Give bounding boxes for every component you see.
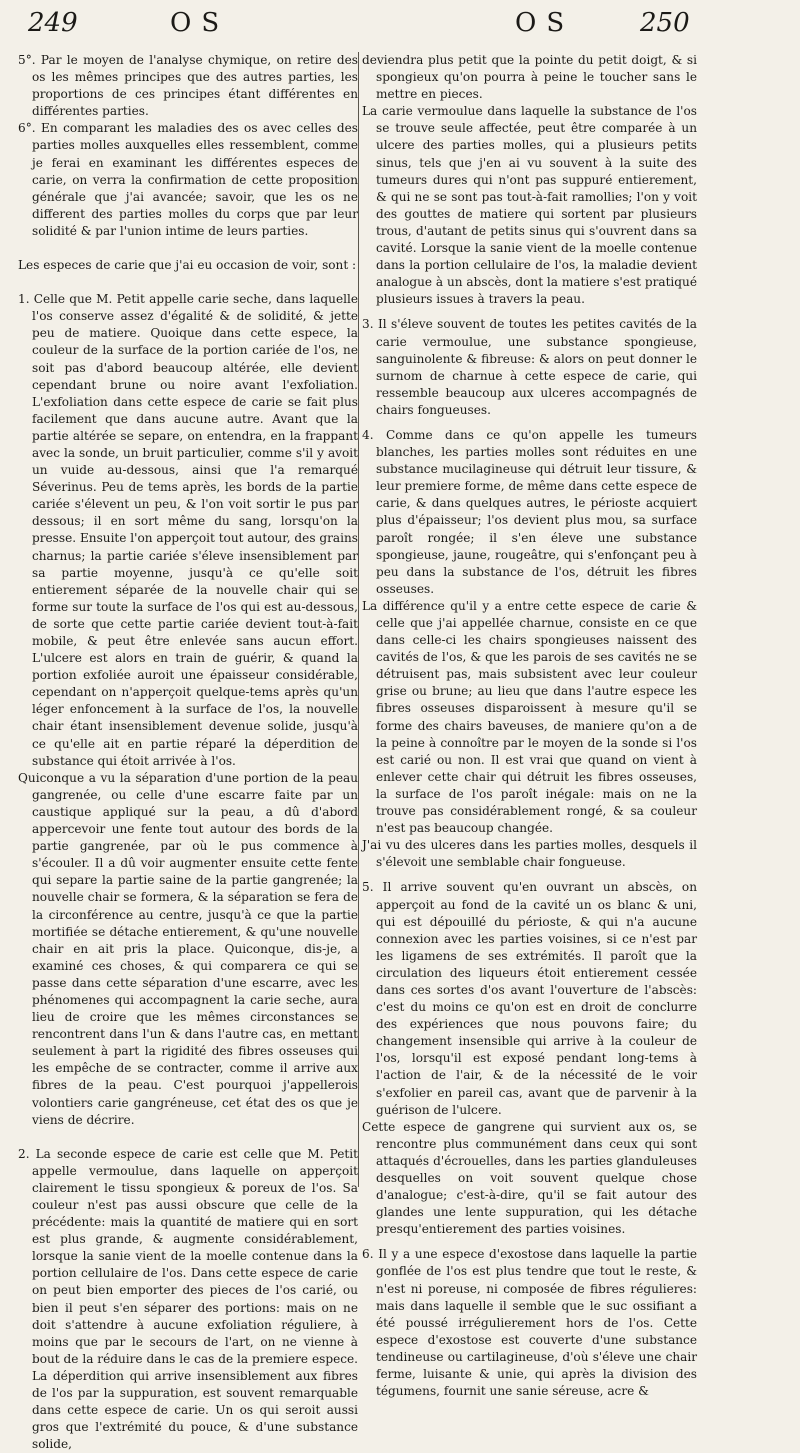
paragraph-6-exostosis: 6. Il y a une espece d'exostose dans laquelle la partie gonflée de l'os est plus tendre que tout le reste, & n'est ni poreuse, ni composée de fibres régulieres: mais dans laquelle il semble que le suc ossifiant a été poussé irrégulierement hors de l'os. Cette espece d'exostose est couverte d'une substance tendineuse ou cartilagineuse, d'où s'éleve une chair ferme, luisante & unie, qui après la division des tégumens, fournit une sanie séreuse, acre & xyxy=(362,1247,697,1399)
paragraph-6-bone-diseases: 6°. En comparant les maladies des os avec celles des parties molles auxquelles elles ressemblent, comme je ferai en examinant les différentes especes de carie, on verra la confirmation de cette proposition générale que j'ai avancée; savoir, que les os ne different des parties molles du corps que par leur solidité & par l'union intime de leurs parties. xyxy=(18,121,358,238)
column-divider xyxy=(358,52,359,1187)
paragraph-4-white-tumours: 4. Comme dans ce qu'on appelle les tumeurs blanches, les parties molles sont réduites en une substance mucilagineuse qui détruit leur tissure, & leur premiere forme, de même dans cette espece de carie, & dans quelques autres, le périoste acquiert plus d'épaisseur; l'os devient plus mou, sa surface paroît rongée; il s'en éleve une substance spongieuse, jaune, rougeâtre, qui s'enfonçant peu à peu dans la substance de l'os, détruit les fibres osseuses. xyxy=(362,427,697,596)
left-headword: OS xyxy=(170,8,230,38)
caries-types-intro: Les especes de carie que j'ai eu occasion de voir, sont : xyxy=(18,258,357,273)
right-headword: OS xyxy=(515,8,575,38)
right-column xyxy=(362,52,697,1399)
paragraph-worm-eaten-comparison: La carie vermoulue dans laquelle la substance de l'os se trouve seule affectée, peut être comparée à un ulcere des parties molles, qui a plusieurs petits sinus, tels que j'en ai vu souvent à la suite des tumeurs dures qui n'ont pas suppuré entierement, & qui ne se sont pas tout-à-fait ramollies; l'on y voit des gouttes de matiere qui sortent par plusieurs trous, d'autant de petits sinus qui s'ouvrent dans sa cavité. Lorsque la sanie vient de la moelle contenue dans la portion cellulaire de l'os, la maladie devient analogue à un abscès, dont la matiere s'est pratiqué plusieurs issues à travers la peau. xyxy=(362,104,697,307)
left-column xyxy=(18,52,358,1452)
paragraph-2-worm-eaten-caries: 2. La seconde espece de carie est celle que M. Petit appelle vermoulue, dans laquelle on apperçoit clairement le tissu spongieux & poreux de l'os. Sa couleur n'est pas aussi obscure que celle de la précédente: mais la quantité de matiere qui en sort est plus grande, & augmente considérablement, lorsque la sanie vient de la moelle contenue dans la portion cellulaire de l'os. Dans cette espece de carie on peut bien emporter des pieces de l'os carié, ou bien il peut s'en séparer des portions: mais on ne doit s'attendre à aucune exfoliation réguliere, à moins que par le secours de l'art, on ne vienne à bout de la réduire dans le cas de la premiere espece. La déperdition qui arrive insensiblement aux fibres de l'os par la suppuration, est souvent remarquable dans cette espece de carie. Un os qui seroit aussi gros que l'extrémité du pouce, & d'une substance solide, xyxy=(18,1146,358,1452)
paragraph-gangrene-comparison: Quiconque a vu la séparation d'une portion de la peau gangrenée, ou celle d'une escarre faite par un caustique appliqué sur la peau, a dû d'abord appercevoir une fente tout autour des bords de la partie gangrenée, par où le pus commence à s'écouler. Il a dû voir augmenter ensuite cette fente qui separe la partie saine de la partie gangrenée; la nouvelle chair se formera, & la séparation se fera de la circonférence au centre, jusqu'à ce que la partie mortifiée se détache entierement, & qu'une nouvelle chair en ait pris la place. Quiconque, dis-je, a examiné ces choses, & qui comparera ce qui se passe dans cette séparation d'une escarre, avec les phénomenes qui accompagnent la carie seche, aura lieu de croire que les mêmes circonstances se rencontrent dans l'un & dans l'autre cas, en mettant seulement à part la rigidité des fibres osseuses qui les empêche de se contracter, comme il arrive aux fibres de la peau. C'est pourquoi j'appellerois volontiers carie gangréneuse, cet état des os que je viens de décrire. xyxy=(18,770,358,1127)
paragraph-5-chemical-analysis: 5°. Par le moyen de l'analyse chymique, on retire des os les mêmes principes que des autres parties, les proportions de ces principes étant différentes en différentes parties. xyxy=(18,53,358,119)
right-page-number: 250 xyxy=(640,8,690,38)
paragraph-ulcers: J'ai vu des ulceres dans les parties molles, desquels il s'élevoit une semblable chair fongueuse. xyxy=(362,838,697,870)
continuation-paragraph: deviendra plus petit que la pointe du petit doigt, & si spongieux qu'on pourra à peine le toucher sans le mettre en pieces. xyxy=(362,53,697,102)
paragraph-3-fleshy-caries: 3. Il s'éleve souvent de toutes les petites cavités de la carie vermoulue, une substance spongieuse, sanguinolente & fibreuse: & alors on peut donner le surnom de charnue à cette espece de carie, qui ressemble beaucoup aux ulceres accompagnés de chairs fongueuses. xyxy=(362,317,697,417)
paragraph-1-dry-caries: 1. Celle que M. Petit appelle carie seche, dans laquelle l'os conserve assez d'égalité & de solidité, & jette peu de matiere. Quoique dans cette espece, la couleur de la surface de la portion cariée de l'os, ne soit pas d'abord beaucoup altérée, elle devient cependant brune ou noire avant l'exfoliation. L'exfoliation dans cette espece de carie se fait plus facilement que dans aucune autre. Avant que la partie altérée se separe, on entendra, en la frappant avec la sonde, un bruit particulier, comme s'il y avoit un vuide au-dessous, ainsi que l'a remarqué Séverinus. Peu de tems après, les bords de la partie cariée s'élevent un peu, & l'on voit sortir le pus par dessous; il en sort même du sang, lorsqu'on la presse. Ensuite l'on apperçoit tout autour, des grains charnus; la partie cariée s'éleve insensiblement par sa partie moyenne, jusqu'à ce qu'elle soit entierement séparée de la nouvelle chair qui se forme sur toute la surface de l'os qui est au-dessous, de sorte que cette partie cariée devient tout-à-fait mobile, & peut être enlevée sans aucun effort. L'ulcere est alors en train de guérir, & quand la portion exfoliée auroit une épaisseur considérable, cependant on n'apperçoit quelque-tems après qu'un léger enfoncement à la surface de l'os, la nouvelle chair étant insensiblement devenue solide, jusqu'à ce qu'elle ait en partie réparé la déperdition de substance qui étoit arrivée à l'os. xyxy=(18,292,358,768)
paragraph-difference: La différence qu'il y a entre cette espece de carie & celle que j'ai appellée charnue, consiste en ce que dans celle-ci les chairs spongieuses naissent des cavités de l'os, & que les parois de ses cavités ne se détruisent pas, mais subsistent avec leur couleur grise ou brune; au lieu que dans l'autre espece les fibres osseuses disparoissent à mesure qu'il se forme des chairs baveuses, de maniere qu'on a de la peine à connoître par le moyen de la sonde si l'os est carié ou non. Il est vrai que quand on vient à enlever cette chair qui détruit les fibres osseuses, la surface de l'os paroît inégale: mais on ne la trouve pas considérablement rongé, & sa couleur n'est pas beaucoup changée. xyxy=(362,598,697,836)
left-page-number: 249 xyxy=(28,8,78,38)
paragraph-scrofula: Cette espece de gangrene qui survient aux os, se rencontre plus communément dans ceux qui sont attaqués d'écrouelles, dans les parties glanduleuses desquelles on voit souvent quelque chose d'analogue; c'est-à-dire, qu'il se fait autour des glandes une lente suppuration, qui les détache presqu'entierement des parties voisines. xyxy=(362,1119,697,1237)
paragraph-5-abscess: 5. Il arrive souvent qu'en ouvrant un abscès, on apperçoit au fond de la cavité un os blanc & uni, qui est dépouillé du périoste, & qui n'a aucune connexion avec les parties voisines, si ce n'est par les ligamens de ses extrémités. Il paroît que la circulation des liqueurs étoit entierement cessée dans ces sortes d'os avant l'ouverture de l'abscès: c'est du moins ce qu'on est en droit de conclurre des expériences que nous pouvons faire; du changement insensible qui arrive à la couleur de l'os, lorsqu'il est exposé pendant long-tems à l'action de l'air, & de la nécessité de le voir s'exfolier en pareil cas, avant que de parvenir à la guérison de l'ulcere. xyxy=(362,880,697,1117)
running-header xyxy=(0,0,800,50)
